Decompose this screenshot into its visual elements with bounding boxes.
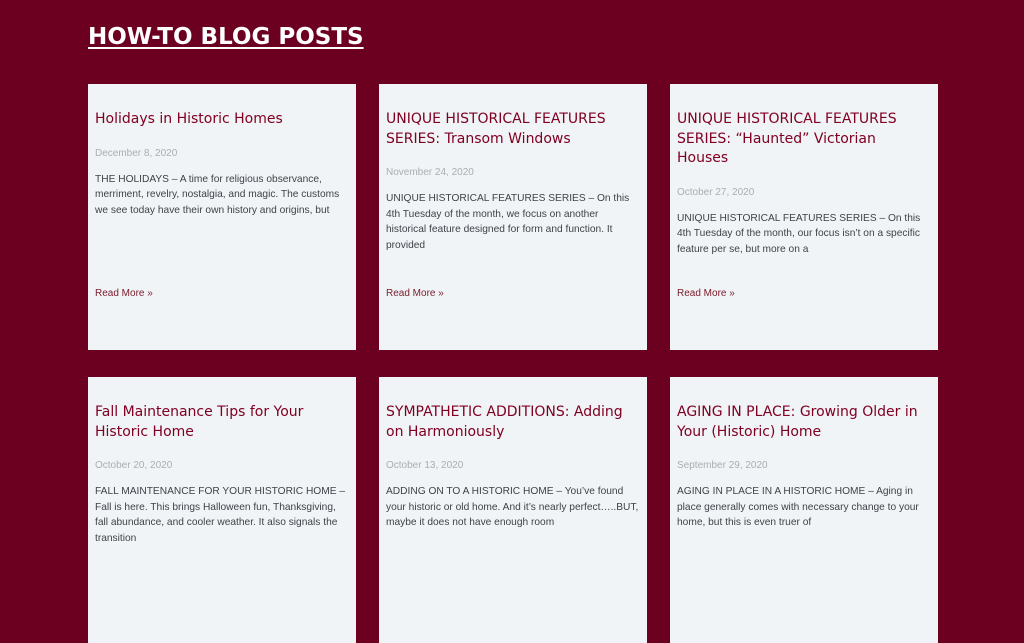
- blog-post-card: [379, 377, 647, 643]
- post-date: September 29, 2020: [677, 460, 768, 471]
- post-date: November 24, 2020: [386, 167, 474, 178]
- blog-post-card: [670, 377, 938, 643]
- blog-post-card: [670, 84, 938, 350]
- read-more-link[interactable]: Read More »: [95, 288, 153, 299]
- post-title-link[interactable]: UNIQUE HISTORICAL FEATURES SERIES: Transom Windows: [386, 111, 606, 147]
- post-excerpt: UNIQUE HISTORICAL FEATURES SERIES – On this 4th Tuesday of the month, our focus isn’t on a specific feature per se, but more on a: [677, 212, 921, 255]
- post-title-link[interactable]: AGING IN PLACE: Growing Older in Your (Historic) Home: [677, 404, 918, 440]
- blog-post-card: [88, 377, 356, 643]
- post-excerpt: THE HOLIDAYS – A time for religious observance, merriment, revelry, nostalgia, and magic. The customs we see today have their own history and origins, but: [95, 173, 340, 216]
- post-excerpt: UNIQUE HISTORICAL FEATURES SERIES – On this 4th Tuesday of the month, we focus on another historical feature designed for form and function. It provided: [386, 193, 630, 251]
- blog-post-grid: [88, 84, 938, 643]
- section-title: HOW-TO BLOG POSTS: [88, 24, 364, 50]
- post-excerpt: FALL MAINTENANCE FOR YOUR HISTORIC HOME – Fall is here. This brings Halloween fun, Thanksgiving, fall abundance, and cooler weather. It also signals the transition: [95, 486, 346, 544]
- post-date: October 13, 2020: [386, 460, 464, 471]
- read-more-link[interactable]: Read More »: [386, 288, 444, 299]
- blog-post-card: [88, 84, 356, 350]
- post-title-link[interactable]: Fall Maintenance Tips for Your Historic Home: [95, 404, 304, 440]
- post-date: December 8, 2020: [95, 147, 178, 159]
- read-more-link[interactable]: Read More »: [677, 288, 735, 299]
- post-title-link[interactable]: SYMPATHETIC ADDITIONS: Adding on Harmoniously: [386, 404, 623, 440]
- post-date: October 20, 2020: [95, 460, 173, 471]
- post-title-link[interactable]: Holidays in Historic Homes: [95, 111, 283, 127]
- post-date: October 27, 2020: [677, 186, 755, 198]
- post-excerpt: ADDING ON TO A HISTORIC HOME – You’ve found your historic or old home. And it’s nearly perfect…..BUT, maybe it does not have enough room: [386, 486, 639, 529]
- post-title-link[interactable]: UNIQUE HISTORICAL FEATURES SERIES: “Haunted” Victorian Houses: [677, 111, 897, 166]
- post-excerpt: AGING IN PLACE IN A HISTORIC HOME – Aging in place generally comes with necessary change to your home, but this is even truer of: [677, 486, 919, 529]
- blog-post-card: [379, 84, 647, 350]
